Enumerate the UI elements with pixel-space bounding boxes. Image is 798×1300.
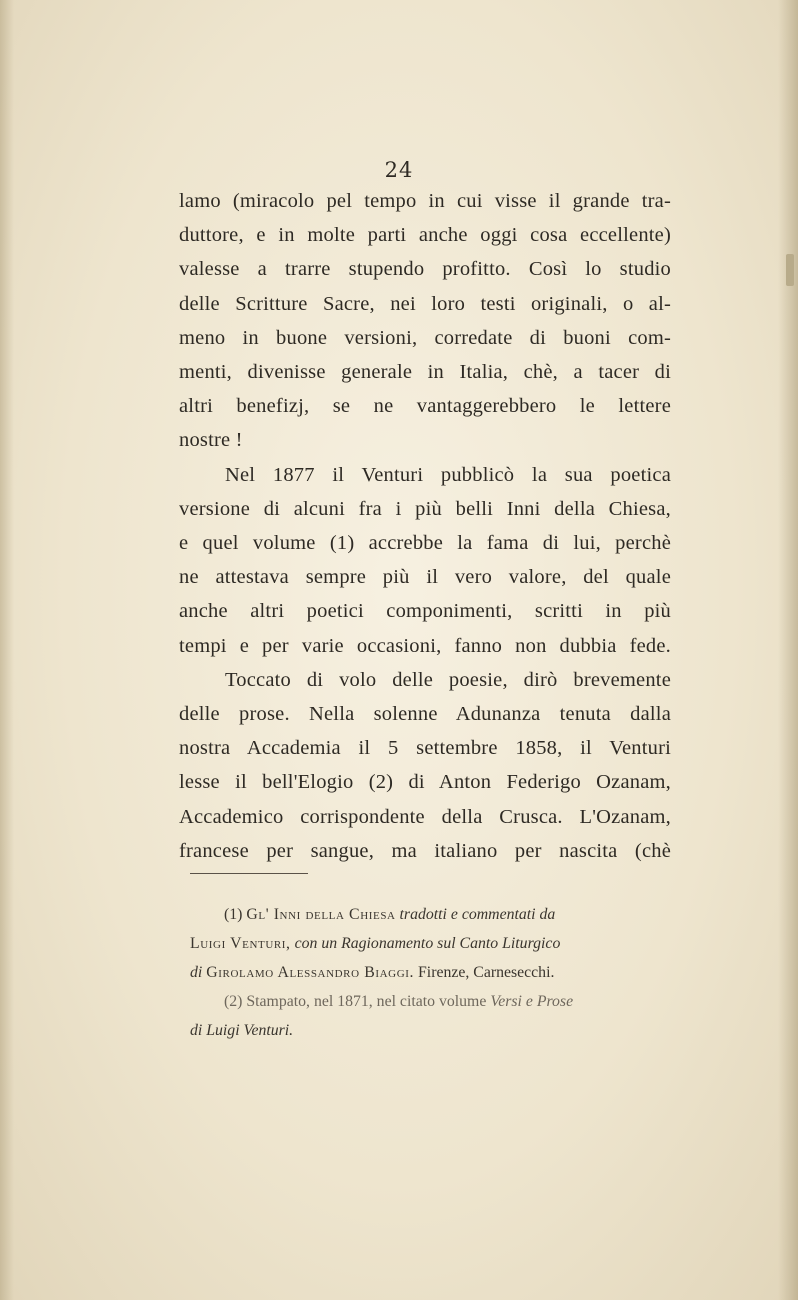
body-line: valesse a trarre stupendo profitto. Così lo studio (179, 258, 671, 281)
body-line: meno in buone versioni, corredate di buoni com- (179, 326, 671, 349)
body-line: Toccato di volo delle poesie, dirò brevemente (225, 668, 671, 691)
footnote-text: Stampato, nel 1871, nel citato volume (246, 993, 487, 1010)
footnote-1 (190, 900, 672, 929)
body-line: ne attestava sempre più il vero valore, del quale (179, 566, 671, 589)
footnotes (190, 900, 672, 1045)
body-line: delle Scritture Sacre, nei loro testi originali, o al- (179, 292, 671, 315)
body-line: Nel 1877 il Venturi pubblicò la sua poetica (225, 463, 671, 486)
footnote-person: Girolamo Alessandro Biaggi. (206, 964, 415, 981)
page-edge-mark (786, 254, 794, 286)
body-line: anche altri poetici componimenti, scritti in più (179, 600, 671, 623)
footnote-separator (190, 873, 308, 874)
body-line: tempi e per varie occasioni, fanno non dubbia fede. (179, 634, 671, 657)
footnote-marker: (1) (224, 906, 243, 923)
footnote-1-line-3 (190, 958, 672, 987)
footnote-volume-title: Versi e Prose (490, 993, 574, 1010)
footnote-translator: Luigi Venturi, (190, 935, 291, 952)
body-line: duttore, e in molte parti anche oggi cosa eccellente) (179, 224, 671, 247)
body-line: versione di alcuni fra i più belli Inni della Chiesa, (179, 497, 671, 520)
body-text (179, 184, 671, 868)
page-left-shadow (0, 0, 14, 1300)
footnote-book-title: Gl' Inni della Chiesa (246, 906, 396, 923)
body-line: altri benefizj, se ne vantaggerebbero le lettere (179, 395, 671, 418)
body-line: nostre ! (179, 429, 243, 452)
body-line: e quel volume (1) accrebbe la fama di lui, perchè (179, 532, 671, 555)
body-line: francese per sangue, ma italiano per nascita (chè (179, 839, 671, 862)
body-line: Accademico corrispondente della Crusca. L'Ozanam, (179, 805, 671, 828)
footnote-2 (190, 987, 672, 1016)
page-right-shadow (778, 0, 798, 1300)
footnote-description: tradotti e commentati da (399, 906, 556, 923)
footnote-1-line-2 (190, 929, 672, 958)
body-line: delle prose. Nella solenne Adunanza tenuta dalla (179, 703, 671, 726)
body-line: lesse il bell'Elogio (2) di Anton Federigo Ozanam, (179, 771, 671, 794)
body-line: lamo (miracolo pel tempo in cui visse il grande tra- (179, 190, 671, 212)
body-line: nostra Accademia il 5 settembre 1858, il Venturi (179, 737, 671, 760)
footnote-essay: con un Ragionamento sul Canto Liturgico (294, 935, 561, 952)
footnote-marker: (2) (224, 993, 243, 1010)
page-number: 24 (384, 158, 414, 182)
body-line: menti, divenisse generale in Italia, chè, a tacer di (179, 361, 671, 384)
footnote-di: di (190, 964, 203, 981)
footnote-2-line-2: di Luigi Venturi. (190, 1022, 294, 1039)
footnote-publisher: Firenze, Carnesecchi. (418, 964, 555, 981)
